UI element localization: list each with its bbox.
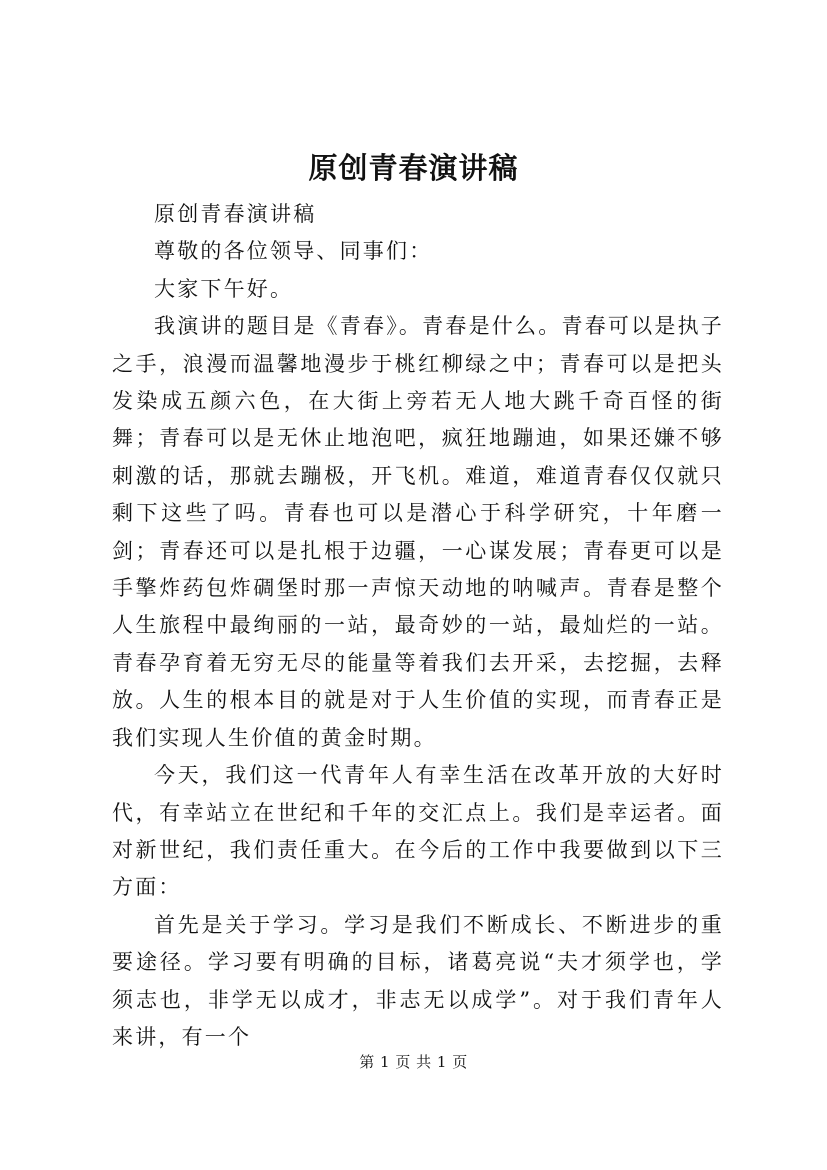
- paragraph-subtitle: 原创青春演讲稿: [154, 202, 317, 226]
- paragraph-salutation: 尊敬的各位领导、同事们：: [154, 239, 433, 264]
- paragraph-greeting: 大家下午好。: [154, 276, 294, 301]
- document-body: [112, 196, 724, 1056]
- paragraph-new-era: 今天，我们这一代青年人有幸生活在改革开放的大好时代，有幸站立在世纪和千年的交汇点上。我们是幸运者。面对新世纪，我们责任重大。在今后的工作中我要做到以下三方面：: [112, 763, 724, 900]
- paragraph-youth-topic: 我演讲的题目是《青春》。青春是什么。青春可以是执子之手，浪漫而温馨地漫步于桃红柳绿之中；青春可以是把头发染成五颜六色，在大街上旁若无人地大跳千奇百怪的街舞；青春可以是无休止地泡吧，疯狂地蹦迪，如果还嫌不够刺激的话，那就去蹦极，开飞机。难道，难道青春仅仅就只剩下这些了吗。青春也可以是潜心于科学研究，十年磨一剑；青春还可以是扎根于边疆，一心谋发展；青春更可以是手擎炸药包炸碉堡时那一声惊天动地的呐喊声。青春是整个人生旅程中最绚丽的一站，最奇妙的一站，最灿烂的一站。青春孕育着无穷无尽的能量等着我们去开采，去挖掘，去释放。人生的根本目的就是对于人生价值的实现，而青春正是我们实现人生价值的黄金时期。: [112, 314, 724, 750]
- document-title: 原创青春演讲稿: [308, 151, 519, 185]
- page-number-footer: 第 1 页 共 1 页: [359, 1053, 468, 1071]
- paragraph-learning: 首先是关于学习。学习是我们不断成长、不断进步的重要途径。学习要有明确的目标，诸葛亮说“夫才须学也，学须志也，非学无以成才，非志无以成学”。对于我们青年人来讲，有一个: [112, 912, 724, 1049]
